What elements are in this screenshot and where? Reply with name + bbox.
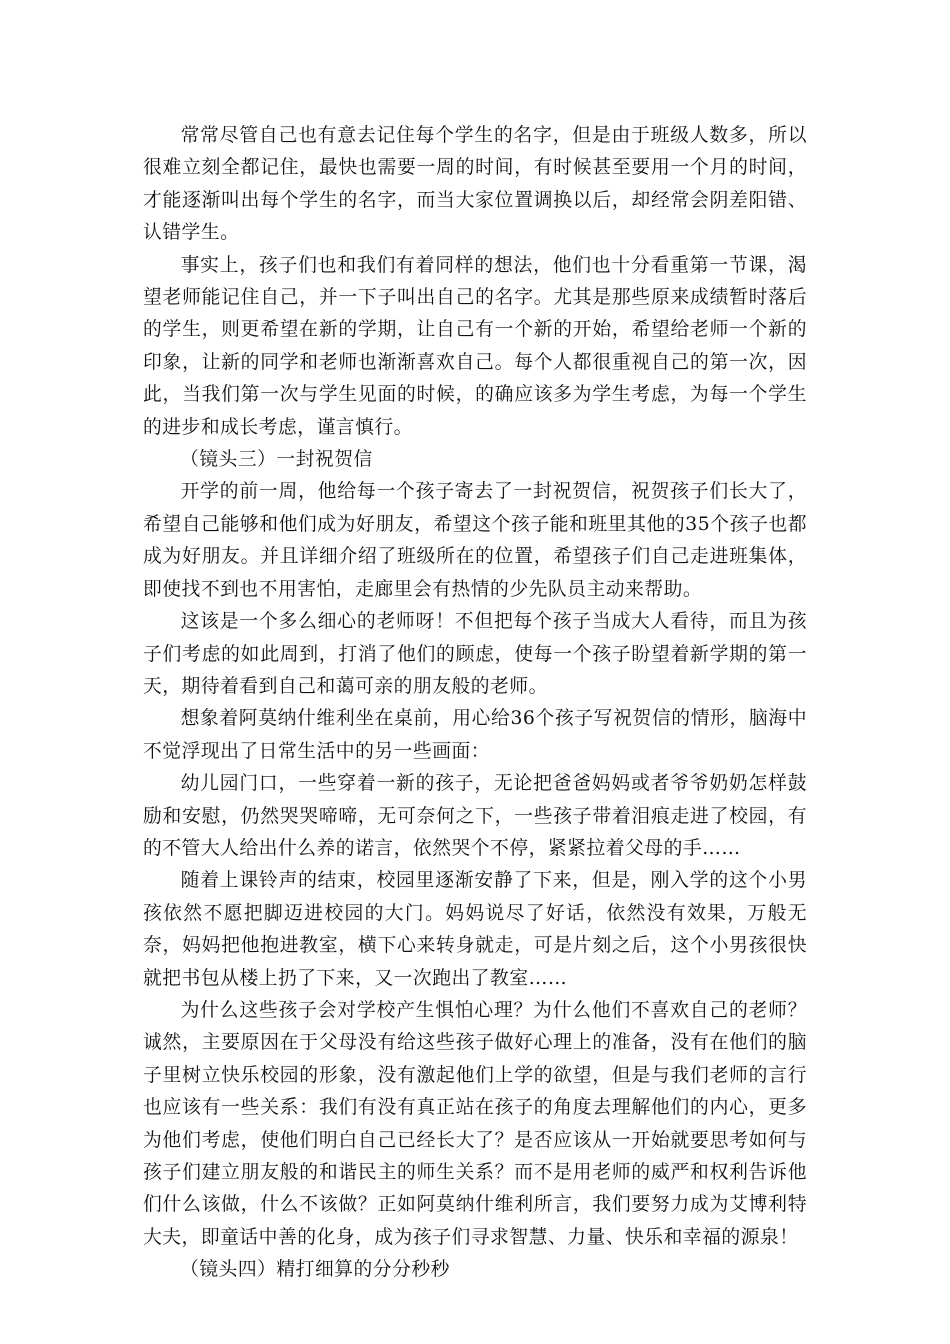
document-body	[143, 120, 807, 1287]
paragraph: 为什么这些孩子会对学校产生惧怕心理？为什么他们不喜欢自己的老师？诚然，主要原因在于父母没有给这些孩子做好心理上的准备，没有在他们的脑子里树立快乐校园的形象，没有激起他们上学的欲望，但是与我们老师的言行也应该有一些关系：我们有没有真正站在孩子的角度去理解他们的内心，更多为他们考虑，使他们明白自己已经长大了？是否应该从一开始就要思考如何与孩子们建立朋友般的和谐民主的师生关系？而不是用老师的威严和权利告诉他们什么该做，什么不该做？正如阿莫纳什维利所言，我们要努力成为艾博利特大夫，即童话中善的化身，成为孩子们寻求智慧、力量、快乐和幸福的源泉！	[143, 999, 807, 1248]
paragraph: 想象着阿莫纳什维利坐在桌前，用心给36个孩子写祝贺信的情形，脑海中不觉浮现出了日常生活中的另一些画面：	[143, 708, 807, 762]
paragraph: 事实上，孩子们也和我们有着同样的想法，他们也十分看重第一节课，渴望老师能记住自己，并一下子叫出自己的名字。尤其是那些原来成绩暂时落后的学生，则更希望在新的学期，让自己有一个新的开始，希望给老师一个新的印象，让新的同学和老师也渐渐喜欢自己。每个人都很重视自己的第一次，因此，当我们第一次与学生见面的时候，的确应该多为学生考虑，为每一个学生的进步和成长考虑，谨言慎行。	[143, 254, 807, 438]
paragraph: 这该是一个多么细心的老师呀！不但把每个孩子当成大人看待，而且为孩子们考虑的如此周到，打消了他们的顾虑，使每一个孩子盼望着新学期的第一天，期待着看到自己和蔼可亲的朋友般的老师。	[143, 611, 807, 697]
paragraph: 开学的前一周，他给每一个孩子寄去了一封祝贺信，祝贺孩子们长大了，希望自己能够和他们成为好朋友，希望这个孩子能和班里其他的35个孩子也都成为好朋友。并且详细介绍了班级所在的位置，希望孩子们自己走进班集体，即使找不到也不用害怕，走廊里会有热情的少先队员主动来帮助。	[143, 481, 807, 600]
section-heading: （镜头三）一封祝贺信	[180, 449, 373, 471]
paragraph: 随着上课铃声的结束，校园里逐渐安静了下来，但是，刚入学的这个小男孩依然不愿把脚迈进校园的大门。妈妈说尽了好话，依然没有效果，万般无奈，妈妈把他抱进教室，横下心来转身就走，可是片刻之后，这个小男孩很快就把书包从楼上扔了下来，又一次跑出了教室……	[143, 870, 807, 989]
paragraph: 常常尽管自己也有意去记住每个学生的名字，但是由于班级人数多，所以很难立刻全都记住，最快也需要一周的时间，有时候甚至要用一个月的时间，才能逐渐叫出每个学生的名字，而当大家位置调换以后，却经常会阴差阳错、认错学生。	[143, 125, 807, 244]
paragraph: 幼儿园门口，一些穿着一新的孩子，无论把爸爸妈妈或者爷爷奶奶怎样鼓励和安慰，仍然哭哭啼啼，无可奈何之下，一些孩子带着泪痕走进了校园，有的不管大人给出什么养的诺言，依然哭个不停，紧紧拉着父母的手……	[143, 773, 807, 859]
section-heading: （镜头四）精打细算的分分秒秒	[180, 1259, 450, 1281]
